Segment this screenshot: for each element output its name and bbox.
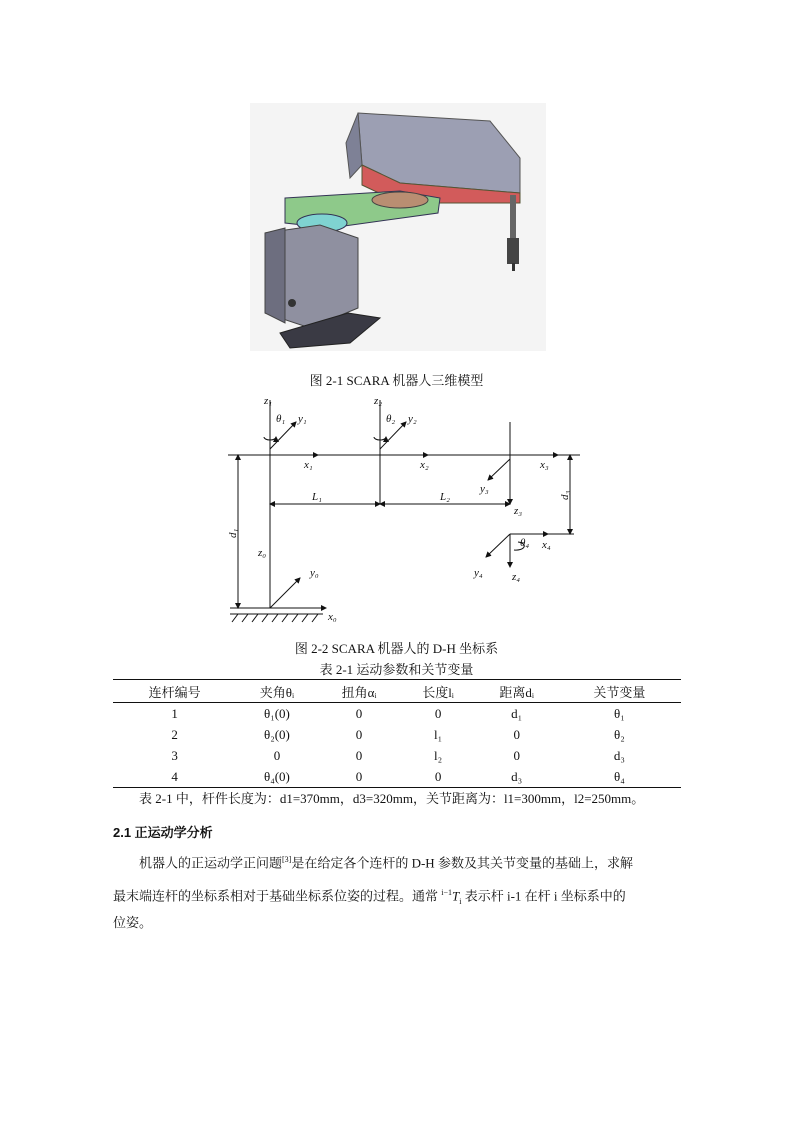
label-y1: y₁: [298, 413, 307, 425]
label-z1: z₁: [264, 395, 273, 407]
table-cell: θ₄: [558, 766, 681, 788]
label-x4: x₄: [542, 539, 551, 551]
table-cell: d₁: [511, 705, 523, 721]
section-heading: 2.1 正运动学分析: [113, 825, 213, 840]
table-cell: 0: [273, 747, 281, 763]
table-cell: θ₁: [613, 705, 625, 721]
table-cell: 0: [355, 726, 363, 742]
label-z3: z₃: [514, 505, 523, 517]
transform-subscript: i: [459, 896, 462, 906]
header-length: 长度lᵢ: [400, 680, 475, 703]
figure1-caption: 图 2-1 SCARA 机器人三维模型: [309, 373, 484, 388]
label-z0: z₀: [258, 547, 267, 559]
label-z2: z₂: [374, 395, 383, 407]
table-cell: 3: [171, 747, 178, 763]
table-row: [113, 703, 681, 725]
table-cell: 0: [355, 705, 363, 721]
table-cell: 2: [171, 726, 178, 742]
params-table: [113, 679, 681, 788]
label-y0: y₀: [310, 567, 319, 579]
label-x3: x₃: [540, 459, 549, 471]
para-text: 机器人的正运动学正问题: [139, 855, 283, 871]
header-theta: 夹角θᵢ: [236, 680, 317, 703]
para-text: 表示杆 i-1 在杆 i 坐标系中的: [461, 888, 626, 904]
paragraph-line-1: [113, 851, 681, 871]
table-cell: θ₁(0): [263, 705, 290, 721]
label-L1: L₁: [312, 491, 322, 503]
table-cell: l₁: [433, 726, 443, 742]
table-cell: θ₂: [613, 726, 625, 742]
label-x0: x₀: [328, 611, 337, 623]
citation-ref[interactable]: [3]: [282, 855, 292, 864]
label-x2: x₂: [420, 459, 429, 471]
table-cell: θ₄(0): [236, 766, 317, 788]
label-d3: d₃: [559, 490, 571, 500]
table-caption: 表 2-1 运动参数和关节变量: [319, 662, 474, 677]
table-note: 表 2-1 中，杆件长度为：d1=370mm，d3=320mm，关节距离为：l1=300mm，l2=250mm。: [139, 791, 645, 806]
transform-superscript: i−1: [441, 888, 452, 897]
label-y3: y₃: [480, 483, 489, 495]
table-cell: 1: [171, 705, 178, 721]
table-cell: θ₂(0): [263, 726, 290, 742]
dh-coordinate-diagram: [218, 392, 588, 628]
label-y2: y₂: [408, 413, 417, 425]
label-y4: y₄: [474, 567, 483, 579]
table-row: [113, 766, 681, 788]
table-row: [113, 745, 681, 766]
table-cell: 0: [513, 747, 520, 763]
label-z4: z₄: [512, 571, 521, 583]
table-cell: 0: [318, 766, 401, 788]
table-cell: 4: [113, 766, 236, 788]
header-distance: 距离dᵢ: [476, 680, 558, 703]
table-cell: l₂: [433, 747, 443, 763]
figure2-caption: 图 2-2 SCARA 机器人的 D-H 坐标系: [294, 641, 499, 656]
header-link-id: 连杆编号: [113, 680, 236, 703]
header-joint-variable: 关节变量: [558, 680, 681, 703]
table-cell: 0: [513, 726, 520, 742]
label-x1: x₁: [304, 459, 313, 471]
label-theta2: θ₂: [386, 413, 396, 425]
table-cell: 0: [434, 705, 442, 721]
table-cell: d₃: [476, 766, 558, 788]
transform-symbol: T: [452, 888, 460, 904]
table-row: [113, 724, 681, 745]
label-theta1: θ₁: [276, 413, 286, 425]
para-text: 是在给定各个连杆的 D-H 参数及其关节变量的基础上，求解: [291, 855, 633, 871]
para-text: 最末端连杆的坐标系相对于基础坐标系位姿的过程。通常: [113, 888, 442, 904]
table-cell: 0: [355, 747, 363, 763]
paragraph-line-3: 位姿。: [113, 915, 153, 930]
table-header-row: [113, 680, 681, 703]
label-d1: d₁: [227, 528, 239, 538]
header-alpha: 扭角αᵢ: [318, 680, 401, 703]
table-cell: 0: [400, 766, 475, 788]
table-cell: d₃: [613, 747, 625, 763]
paragraph-line-2: [113, 884, 681, 910]
label-L2: L₂: [440, 491, 450, 503]
scara-3d-model-image: [250, 103, 546, 351]
label-theta4: θ₄: [520, 537, 530, 549]
